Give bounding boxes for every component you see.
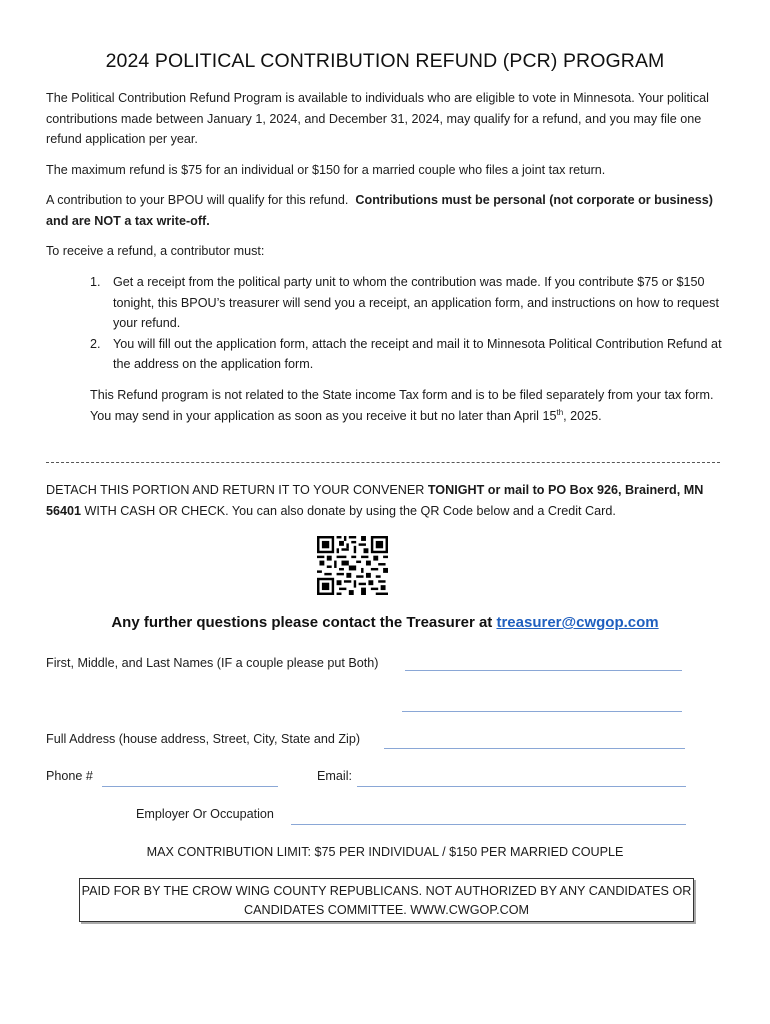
qualify-paragraph xyxy=(46,190,726,231)
names-field-second-line[interactable] xyxy=(402,711,682,712)
treasurer-email-link[interactable]: treasurer@cwgop.com xyxy=(496,614,659,631)
list-item xyxy=(90,272,722,334)
refund-note xyxy=(90,385,730,426)
requirements-list xyxy=(90,272,722,375)
phone-field[interactable] xyxy=(102,786,278,787)
names-label: First, Middle, and Last Names (IF a couple please put Both) xyxy=(46,656,379,670)
list-item-text: You will fill out the application form, attach the receipt and mail it to Minnesota Political Contribution Refund at the address on the application form. xyxy=(113,336,722,371)
contribution-limit: MAX CONTRIBUTION LIMIT: $75 PER INDIVIDUAL / $150 PER MARRIED COUPLE xyxy=(146,845,624,859)
phone-label: Phone # xyxy=(46,769,93,783)
page-title: 2024 POLITICAL CONTRIBUTION REFUND (PCR) PROGRAM xyxy=(105,50,665,72)
qualify-text: A contribution to your BPOU will qualify for this refund. xyxy=(46,193,349,207)
qualify-bold-text: Contributions must be personal (not corporate or business) and are NOT a tax write-off. xyxy=(46,193,713,228)
email-label: Email: xyxy=(317,769,352,783)
refund-note-end: , 2025. xyxy=(563,408,602,423)
detach-divider xyxy=(46,462,720,463)
questions-text: Any further questions please contact the Treasurer at xyxy=(111,614,497,631)
address-field[interactable] xyxy=(384,748,685,749)
qr-code-icon[interactable] xyxy=(317,536,388,595)
detach-text-end: WITH CASH OR CHECK. You can also donate by using the QR Code below and a Credit Card. xyxy=(81,503,616,518)
ordinal-suffix: th xyxy=(556,407,564,417)
list-item-number: 1. xyxy=(90,275,101,289)
max-refund-paragraph: The maximum refund is $75 for an individual or $150 for a married couple who files a joint tax return. xyxy=(46,163,606,177)
list-item xyxy=(90,334,722,375)
email-field[interactable] xyxy=(357,786,686,787)
requirements-intro: To receive a refund, a contributor must: xyxy=(46,244,265,258)
detach-instructions xyxy=(46,480,726,521)
employer-field[interactable] xyxy=(291,824,686,825)
detach-bold-text: TONIGHT or mail to PO Box 926, Brainerd, MN 56401 xyxy=(46,483,704,518)
detach-text: DETACH THIS PORTION AND RETURN IT TO YOUR CONVENER xyxy=(46,483,428,497)
list-item-number: 2. xyxy=(90,336,101,351)
paid-for-disclaimer: PAID FOR BY THE CROW WING COUNTY REPUBLICANS. NOT AUTHORIZED BY ANY CANDIDATES OR CANDIDATES COMMITTEE. WWW.CWGOP.COM xyxy=(79,878,694,922)
names-field[interactable] xyxy=(405,670,682,671)
intro-paragraph: The Political Contribution Refund Program is available to individuals who are eligible to vote in Minnesota. Your political contributions made between January 1, 2024, and December 31, 2024, may qualify for a refund, and you may file one refund application per year. xyxy=(46,91,709,146)
list-item-text: Get a receipt from the political party unit to whom the contribution was made. If you contribute $75 or $150 tonight, this BPOU’s treasurer will send you a receipt, an application form, and instructions on how to request your refund. xyxy=(113,275,719,330)
questions-contact xyxy=(0,614,770,631)
refund-note-text: This Refund program is not related to the State income Tax form and is to be filed separately from your tax form. You may send in your application as soon as you receive it but no later than April 15 xyxy=(90,388,714,423)
address-label: Full Address (house address, Street, City, State and Zip) xyxy=(46,732,361,746)
employer-label: Employer Or Occupation xyxy=(136,807,274,821)
